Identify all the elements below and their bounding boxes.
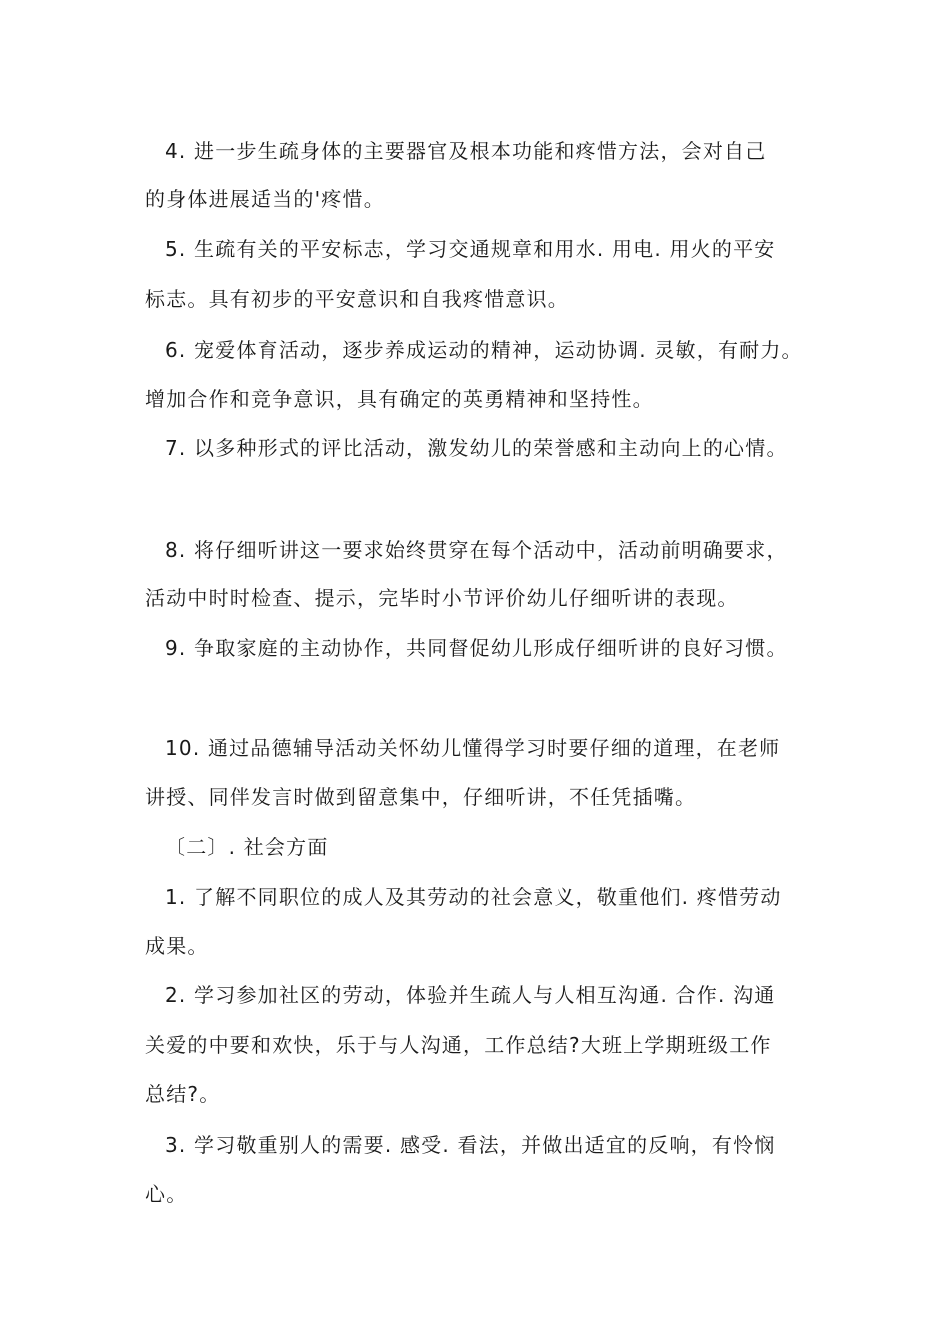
paragraph-4-line-2: 的身体进展适当的'疼惜。 [145,187,385,211]
social-item-3-line-1: 3. 学习敬重别人的需要. 感受. 看法，并做出适宜的反响，有怜悯 [165,1133,776,1157]
paragraph-10-line-1: 10. 通过品德辅导活动关怀幼儿懂得学习时要仔细的道理，在老师 [165,736,781,760]
paragraph-8-line-2: 活动中时时检查、提示，完毕时小节评价幼儿仔细听讲的表现。 [145,586,739,610]
social-item-2-line-1: 2. 学习参加社区的劳动，体验并生疏人与人相互沟通. 合作. 沟通 [165,983,776,1007]
paragraph-5-line-1: 5. 生疏有关的平安标志，学习交通规章和用水. 用电. 用火的平安 [165,237,776,261]
social-item-3-line-2: 心。 [145,1182,188,1206]
social-item-1-line-2: 成果。 [145,934,209,958]
paragraph-6-line-1: 6. 宠爱体育活动，逐步养成运动的精神，运动协调. 灵敏，有耐力。 [165,338,803,362]
paragraph-10-line-2: 讲授、同伴发言时做到留意集中，仔细听讲，不任凭插嘴。 [145,785,697,809]
social-item-2-line-3: 总结?。 [145,1082,221,1106]
paragraph-5-line-2: 标志。具有初步的平安意识和自我疼惜意识。 [145,287,569,311]
social-item-2-line-2: 关爱的中要和欢快，乐于与人沟通，工作总结?大班上学期班级工作 [145,1033,772,1057]
paragraph-9-line-1: 9. 争取家庭的主动协作，共同督促幼儿形成仔细听讲的良好习惯。 [165,636,788,660]
paragraph-6-line-2: 增加合作和竞争意识，具有确定的英勇精神和坚持性。 [145,387,654,411]
paragraph-7-line-1: 7. 以多种形式的评比活动，激发幼儿的荣誉感和主动向上的心情。 [165,436,788,460]
paragraph-8-line-1: 8. 将仔细听讲这一要求始终贯穿在每个活动中，活动前明确要求， [165,538,788,562]
paragraph-4-line-1: 4. 进一步生疏身体的主要器官及根本功能和疼惜方法，会对自己 [165,139,767,163]
section-heading-social: 〔二〕. 社会方面 [165,835,329,859]
social-item-1-line-1: 1. 了解不同职位的成人及其劳动的社会意义，敬重他们. 疼惜劳动 [165,885,782,909]
